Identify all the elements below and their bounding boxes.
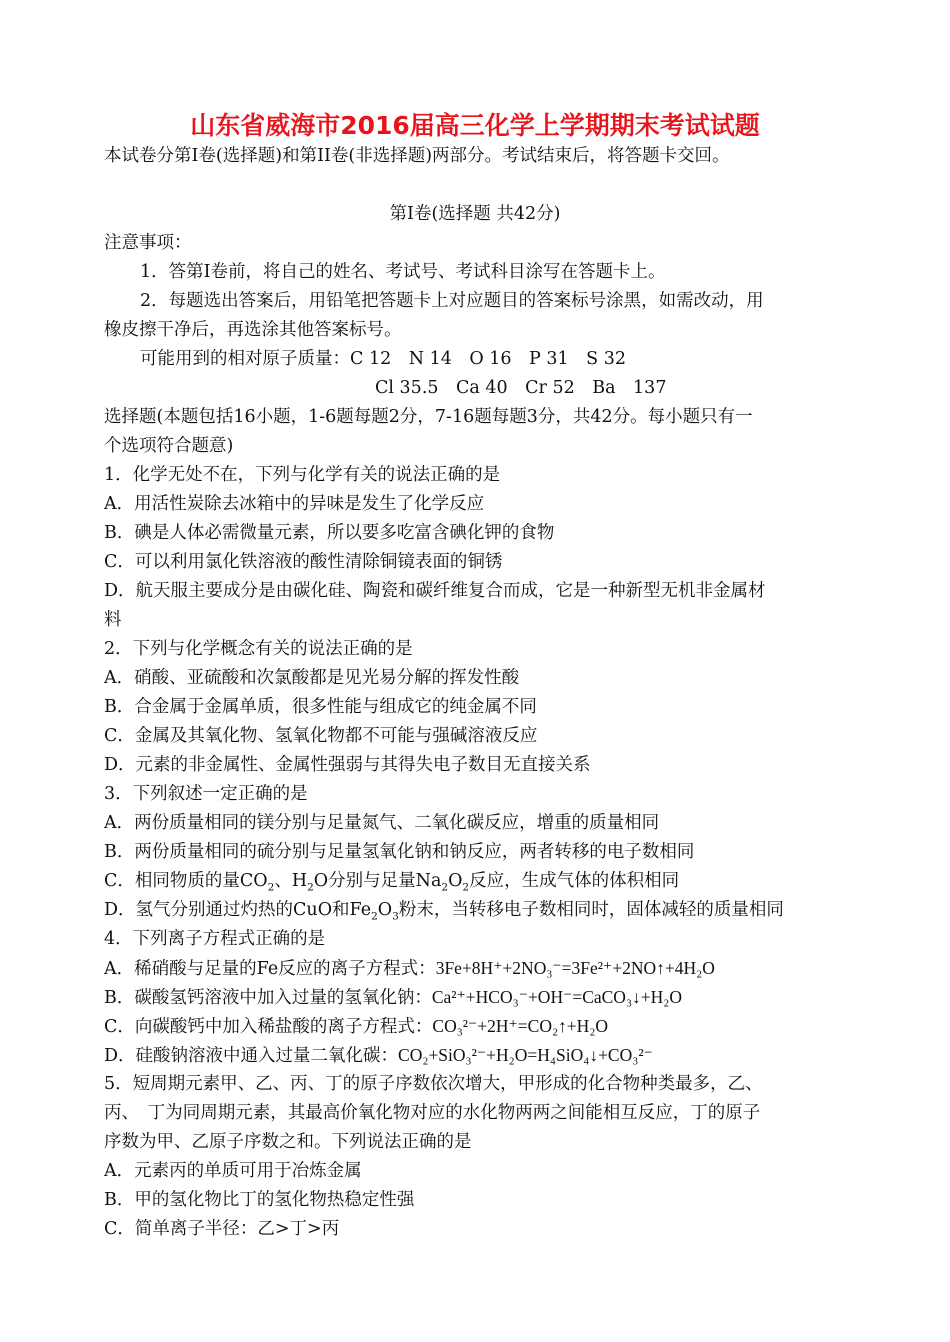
- question-4-option-a: [104, 954, 864, 984]
- question-5-option-b: B．甲的氢化物比丁的氢化物热稳定性强: [104, 1190, 415, 1210]
- q3c-text-5: 反应，生成气体的体积相同: [469, 871, 680, 891]
- q3c-sub-1: 2: [267, 881, 275, 894]
- q3d-text-1: D．氢气分别通过灼热的CuO和Fe: [104, 900, 372, 920]
- note-2-line-1: 2．每题选出答案后，用铅笔把答题卡上对应题目的答案标号涂黑，如需改动，用: [140, 291, 764, 311]
- question-5-stem-line-3: 序数为甲、乙原子序数之和。下列说法正确的是: [104, 1132, 472, 1152]
- question-4-option-b: [104, 983, 864, 1013]
- atomic-masses-line-1: 可能用到的相对原子质量：C 12 N 14 O 16 P 31 S 32: [140, 349, 626, 369]
- question-1-option-c: C．可以利用氯化铁溶液的酸性清除铜镜表面的铜锈: [104, 552, 503, 572]
- question-1-stem: 1．化学无处不在，下列与化学有关的说法正确的是: [104, 465, 501, 485]
- question-4-stem: 4．下列离子方程式正确的是: [104, 929, 326, 949]
- q4b-text: B．碳酸氢钙溶液中加入过量的氢氧化钠：: [104, 988, 432, 1008]
- question-1-option-d-line-1: D．航天服主要成分是由碳化硅、陶瓷和碳纤维复合而成，它是一种新型无机非金属材: [104, 581, 766, 601]
- q3c-sub-4: 2: [462, 881, 470, 894]
- q3d-text-2: O: [377, 900, 393, 920]
- document-title: 山东省威海市2016届高三化学上学期期末考试试题: [190, 111, 760, 140]
- q3d-sub-1: 2: [371, 910, 378, 923]
- question-2-option-c: C．金属及其氧化物、氢氧化物都不可能与强碱溶液反应: [104, 726, 538, 746]
- q3d-text-3: 粉末，当转移电子数相同时，固体减轻的质量相同: [398, 900, 784, 920]
- question-3-option-d: [104, 896, 864, 925]
- question-3-stem: 3．下列叙述一定正确的是: [104, 784, 308, 804]
- instructions-line-2: 个选项符合题意): [104, 436, 234, 456]
- q4b-equation: Ca²⁺+HCO₃⁻+OH⁻=CaCO₃↓+H₂O: [431, 987, 683, 1007]
- q4d-text: D．硅酸钠溶液中通入过量二氧化碳：: [104, 1046, 399, 1066]
- q3c-text-4: O: [448, 871, 463, 891]
- question-5-option-a: A．元素丙的单质可用于冶炼金属: [104, 1161, 362, 1181]
- note-2-line-2: 橡皮擦干净后，再选涂其他答案标号。: [104, 320, 402, 340]
- question-2-option-b: B．合金属于金属单质，很多性能与组成它的纯金属不同: [104, 697, 537, 717]
- q3c-sub-2: 2: [307, 881, 314, 894]
- question-1-option-d-line-2: 料: [104, 610, 122, 630]
- question-4-option-c: [104, 1012, 864, 1042]
- question-3-option-c: [104, 867, 864, 896]
- q3c-sub-3: 2: [441, 881, 449, 894]
- q3c-text-1: C．相同物质的量CO: [104, 871, 268, 891]
- notes-heading: 注意事项：: [104, 233, 192, 253]
- intro-text: 本试卷分第I卷(选择题)和第II卷(非选择题)两部分。考试结束后，将答题卡交回。: [104, 146, 730, 166]
- q3d-sub-2: 3: [392, 910, 399, 923]
- question-2-stem: 2．下列与化学概念有关的说法正确的是: [104, 639, 413, 659]
- q4a-text: A．稀硝酸与足量的Fe反应的离子方程式：: [104, 959, 436, 979]
- question-4-option-d: [104, 1041, 864, 1071]
- question-5-stem-line-2: 丙、 丁为同周期元素，其最高价氧化物对应的水化物两两之间能相互反应，丁的原子: [104, 1103, 761, 1123]
- q4c-text: C．向碳酸钙中加入稀盐酸的离子方程式：: [104, 1017, 433, 1037]
- question-1-option-a: A．用活性炭除去冰箱中的异味是发生了化学反应: [104, 494, 485, 514]
- note-1: 1．答第I卷前，将自己的姓名、考试号、考试科目涂写在答题卡上。: [140, 262, 666, 282]
- q3c-text-2: 、H: [274, 871, 308, 891]
- instructions-line-1: 选择题(本题包括16小题，1-6题每题2分，7-16题每题3分，共42分。每小题只有一: [104, 407, 753, 427]
- q4c-equation: CO₃²⁻+2H⁺=CO₂↑+H₂O: [432, 1016, 609, 1036]
- section-heading: 第I卷(选择题 共42分): [389, 204, 561, 224]
- question-2-option-d: D．元素的非金属性、金属性强弱与其得失电子数目无直接关系: [104, 755, 591, 775]
- question-5-stem-line-1: 5．短周期元素甲、乙、丙、丁的原子序数依次增大，甲形成的化合物种类最多，乙、: [104, 1074, 763, 1094]
- q4a-equation: 3Fe+8H⁺+2NO₃⁻=3Fe²⁺+2NO↑+4H₂O: [435, 958, 715, 978]
- question-2-option-a: A．硝酸、亚硫酸和次氯酸都是见光易分解的挥发性酸: [104, 668, 520, 688]
- question-3-option-b: B．两份质量相同的硫分别与足量氢氧化钠和钠反应，两者转移的电子数相同: [104, 842, 695, 862]
- q3c-text-3: O分别与足量Na: [313, 871, 442, 891]
- atomic-masses-line-2: Cl 35.5 Ca 40 Cr 52 Ba 137: [375, 378, 667, 398]
- question-5-option-c: C．简单离子半径：乙>丁>丙: [104, 1219, 340, 1239]
- q4d-equation: CO₂+SiO₃²⁻+H₂O=H₄SiO₄↓+CO₃²⁻: [398, 1045, 653, 1065]
- question-3-option-a: A．两份质量相同的镁分别与足量氮气、二氧化碳反应，增重的质量相同: [104, 813, 660, 833]
- question-1-option-b: B．碘是人体必需微量元素，所以要多吃富含碘化钾的食物: [104, 523, 555, 543]
